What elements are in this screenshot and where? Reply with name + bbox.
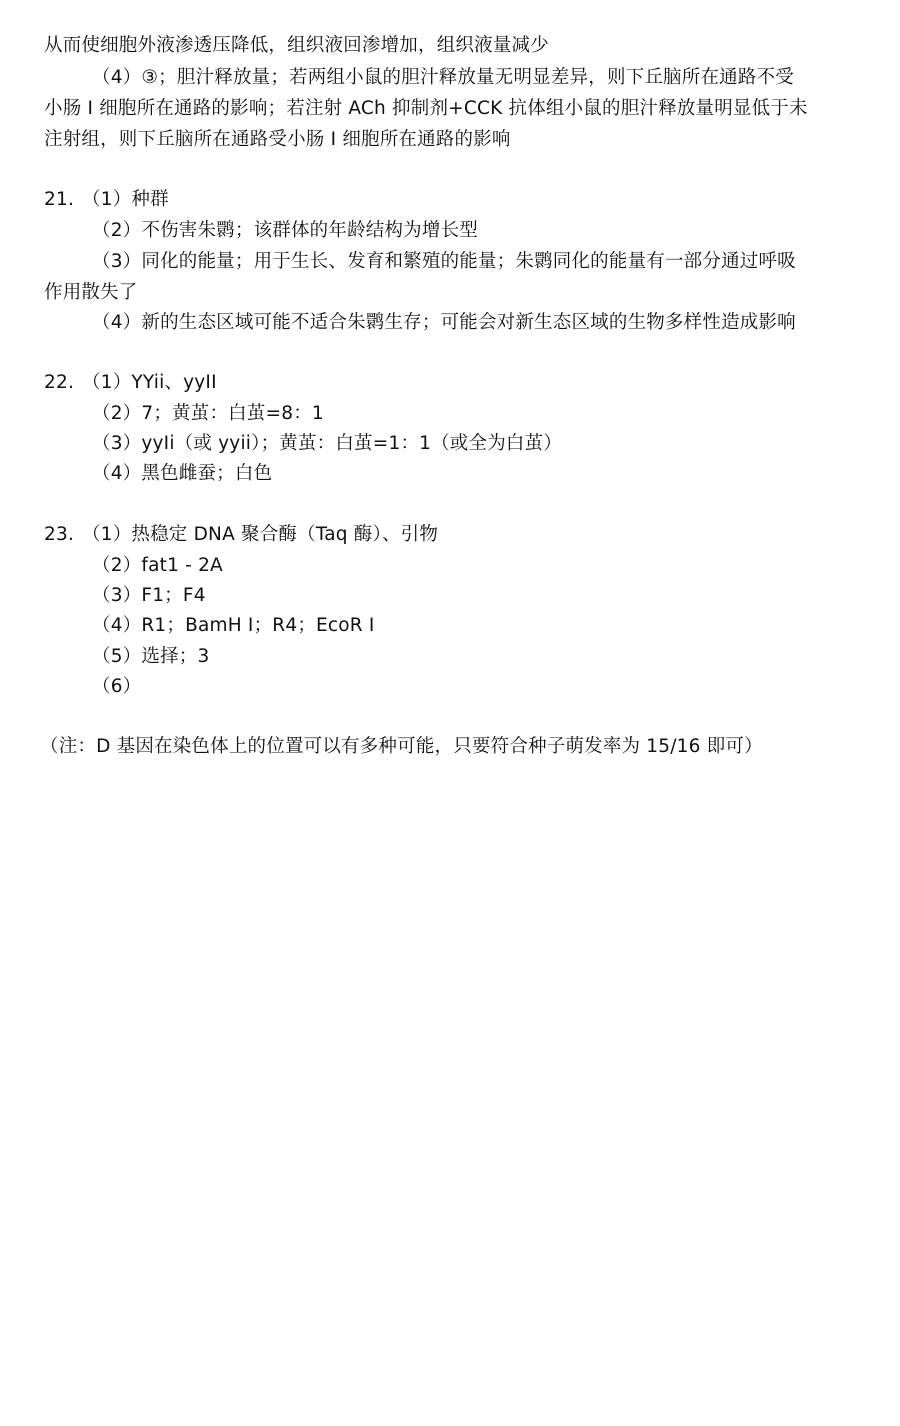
- q20-text-line: 从而使细胞外液渗透压降低，组织液回渗增加，组织液量减少: [44, 35, 549, 56]
- q20-answer-4-line2: 小肠 I 细胞所在通路的影响；若注射 ACh 抑制剂+CCK 抗体组小鼠的胆汁释放量明显低于未: [44, 98, 808, 119]
- q23-answer-5: （5）选择；3: [92, 646, 210, 667]
- q22-answer-3: （3）yyIi（或 yyii）；黄茧：白茧=1：1（或全为白茧）: [92, 433, 563, 454]
- q23-answer-3: （3）F1；F4: [92, 585, 206, 606]
- q23-answer-4: （4）R1；BamH Ⅰ；R4；EcoR Ⅰ: [92, 615, 375, 636]
- q21-answer-3-line2: 作用散失了: [44, 282, 138, 303]
- q23-answer-6: （6）: [92, 676, 142, 697]
- note-text: （注：D 基因在染色体上的位置可以有多种可能，只要符合种子萌发率为 15/16 即可）: [40, 736, 763, 757]
- q22-block: [44, 371, 900, 395]
- q23-number: 23.: [44, 524, 75, 545]
- q21-answer-4: （4）新的生态区域可能不适合朱鹮生存；可能会对新生态区域的生物多样性造成影响: [92, 312, 796, 333]
- q21-block: [44, 188, 900, 212]
- q21-number: 21.: [44, 189, 75, 210]
- q20-answer-4-line1: （4）③；胆汁释放量；若两组小鼠的胆汁释放量无明显差异，则下丘脑所在通路不受: [92, 67, 794, 88]
- q23-answer-1: （1）热稳定 DNA 聚合酶（Taq 酶）、引物: [82, 524, 439, 545]
- q22-number: 22.: [44, 372, 75, 393]
- q23-answer-2: （2）fat1 - 2A: [92, 555, 223, 576]
- q21-answer-2: （2）不伤害朱鹮；该群体的年龄结构为增长型: [92, 220, 478, 241]
- q23-block: [44, 523, 900, 547]
- q21-answer-1: （1）种群: [82, 189, 169, 210]
- q21-answer-3-line1: （3）同化的能量；用于生长、发育和繁殖的能量；朱鹮同化的能量有一部分通过呼吸: [92, 251, 796, 272]
- q22-answer-1: （1）YYii、yyII: [82, 372, 217, 393]
- q22-answer-4: （4）黑色雌蚕；白色: [92, 463, 273, 484]
- q22-answer-2: （2）7；黄茧：白茧=8：1: [92, 403, 324, 424]
- q20-answer-4-line3: 注射组，则下丘脑所在通路受小肠 I 细胞所在通路的影响: [44, 129, 511, 150]
